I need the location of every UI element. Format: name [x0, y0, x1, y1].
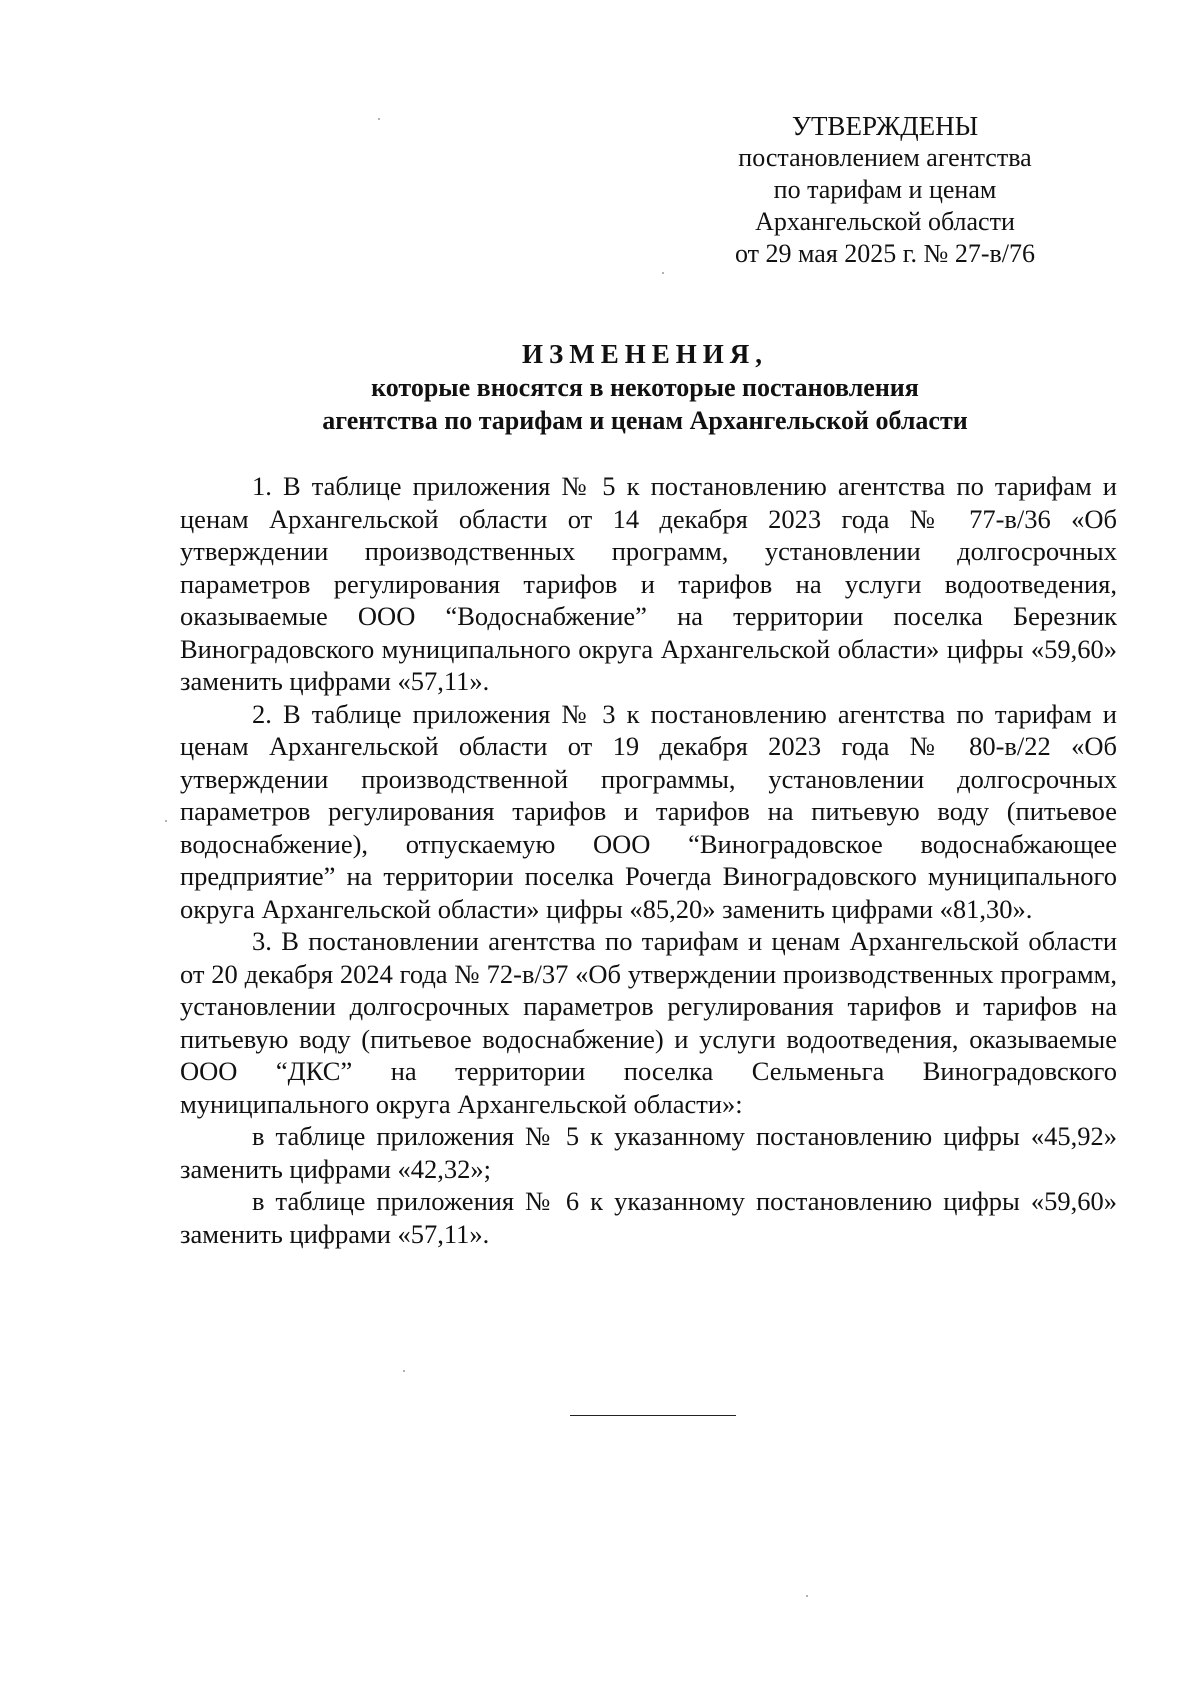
title-line-1: которые вносятся в некоторые постановления: [371, 373, 919, 402]
scan-speck: [165, 820, 167, 822]
title-line-2: агентства по тарифам и ценам Архангельской области: [322, 406, 968, 435]
scan-speck: [662, 272, 664, 274]
approval-line-1: постановлением агентства: [738, 143, 1032, 172]
title-heading: ИЗМЕНЕНИЯ,: [521, 339, 768, 369]
approval-line-3: Архангельской области: [755, 207, 1015, 236]
document-title: [170, 338, 1120, 437]
paragraph-3: 3. В постановлении агентства по тарифам и ценам Архангельской области от 20 декабря 2024 года № 72-в/37 «Об утверждении производственных программ, установлении долгосрочных параметров регулирования тарифов и тарифов на питьевую воду (питьевое водоснабжение) и услуги водоотведения, оказываемые ООО “ДКС” на территории поселка Сельменьга Виноградовского муниципального округа Архангельской области»:: [180, 926, 1117, 1119]
scan-speck: [378, 118, 380, 120]
approval-line-2: по тарифам и ценам: [773, 175, 997, 204]
paragraph-3-item-b: в таблице приложения № 6 к указанному постановлению цифры «59,60» заменить цифрами «57,11».: [180, 1186, 1117, 1249]
approval-caption: УТВЕРЖДЕНЫ: [791, 111, 979, 141]
approval-stamp: [705, 110, 1065, 270]
paragraph-3-item-a: в таблице приложения № 5 к указанному постановлению цифры «45,92» заменить цифрами «42,32»;: [180, 1121, 1117, 1184]
scan-speck: [403, 1370, 405, 1372]
scan-speck: [806, 1595, 808, 1597]
closing-divider: [570, 1415, 736, 1416]
document-body: [180, 470, 1117, 1250]
paragraph-2: 2. В таблице приложения № 3 к постановлению агентства по тарифам и ценам Архангельской области от 19 декабря 2023 года № 80-в/22 «Об утверждении производственной программы, установлении долгосрочных параметров регулирования тарифов и тарифов на питьевую воду (питьевое водоснабжение), отпускаемую ООО “Виноградовское водоснабжающее предприятие” на территории поселка Рочегда Виноградовского муниципального округа Архангельской области» цифры «85,20» заменить цифрами «81,30».: [180, 698, 1117, 924]
approval-line-4: от 29 мая 2025 г. № 27-в/76: [735, 239, 1035, 268]
paragraph-1: 1. В таблице приложения № 5 к постановлению агентства по тарифам и ценам Архангельской области от 14 декабря 2023 года № 77-в/36 «Об утверждении производственных программ, установлении долгосрочных параметров регулирования тарифов и тарифов на услуги водоотведения, оказываемые ООО “Водоснабжение” на территории поселка Березник Виноградовского муниципального округа Архангельской области» цифры «59,60» заменить цифрами «57,11».: [180, 471, 1117, 696]
